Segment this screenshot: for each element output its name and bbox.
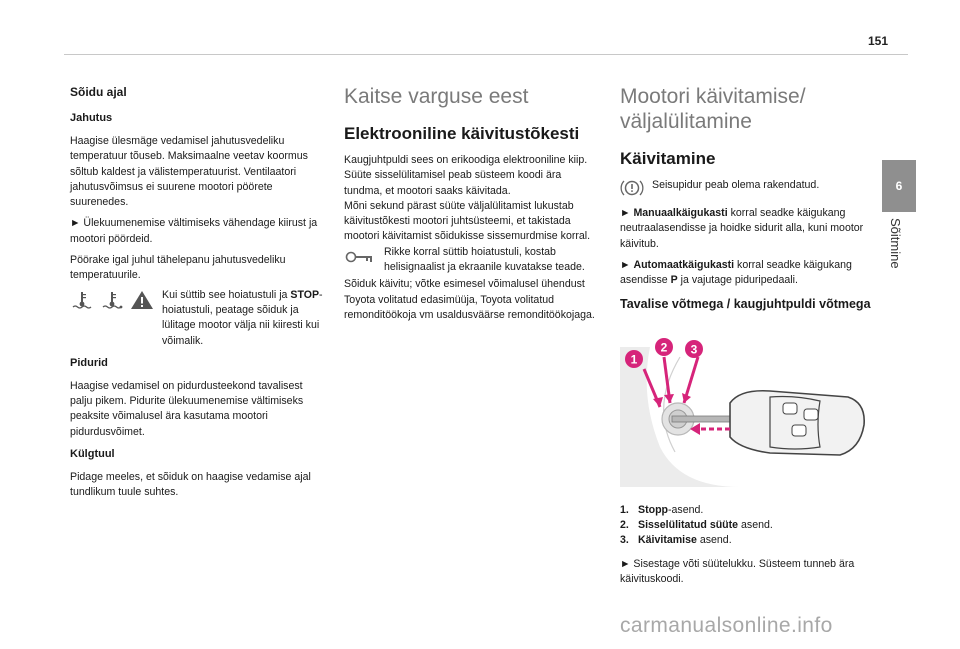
automatic-gearbox-instruction [620, 258, 876, 289]
chapter-tab[interactable] [882, 160, 916, 212]
top-rule [64, 54, 908, 55]
heading-starting: Käivitamine [620, 149, 716, 168]
ignition-key-illustration [620, 337, 876, 487]
heading-sidewind: Külgtuul [70, 448, 115, 461]
list-number: 2. [620, 519, 629, 532]
immobiliser-warning-text: Rikke korral süttib hoiatustuli, kostab helisignaalist ja ekraanile kuvatakse teade. [384, 245, 585, 274]
heading-driving: Sõidu ajal [70, 85, 127, 99]
notice-icon [620, 178, 644, 198]
coolant-warning [70, 288, 324, 349]
manual-gearbox-label: Manuaalkäigukasti [633, 207, 728, 219]
cooling-para2: Pöörake igal juhul tähelepanu jahutusvedeliku temperatuurile. [70, 254, 286, 282]
chapter-title: Sõitmine [888, 218, 903, 269]
column-driving [70, 84, 324, 507]
ignition-positions-list [620, 503, 876, 549]
list-item [620, 533, 876, 548]
stop-warning-triangle-icon [130, 290, 154, 310]
heading-brakes: Pidurid [70, 356, 108, 369]
cooling-bullet1: ► Ülekuumenemise vältimiseks vähendage kiirust ja mootori pöördeid. [70, 217, 318, 245]
callout-3 [685, 340, 703, 358]
heading-cooling: Jahutus [70, 112, 113, 124]
list-item [620, 518, 876, 533]
coolant-temperature-icon [70, 290, 94, 310]
immobiliser-warning [344, 245, 600, 276]
immobiliser-para1: Kaugjuhtpuldi sees on erikoodiga elektrooniline kiip. Süüte sisselülitamisel peab süsteem koodi ära tundma, et mootori saaks käivitada. [344, 154, 588, 197]
list-number: 1. [620, 503, 629, 516]
sidewind-para: Pidage meeles, et sõiduk on haagise vedamise ajal tundlikum tuule suhtes. [70, 471, 311, 499]
warn-text-part1: Kui süttib see hoiatustuli ja [162, 288, 291, 301]
immobiliser-para2: Mõni sekund pärast süüte väljalülitamist lukustab käivitustõkesti mootori juhtsüsteemi, et takistada mootori käivitamist sõidukisse sissemurdmise korral. [344, 199, 591, 243]
list-item-text: asend. [738, 519, 773, 532]
warning-icons [70, 288, 154, 310]
list-item-text: -asend. [668, 503, 704, 516]
svg-text:2: 2 [660, 340, 668, 355]
coolant-warning-text [162, 288, 324, 349]
callout-1 [625, 350, 643, 368]
heading-key-types: Tavalise võtmega / kaugjuhtpuldi võtmega [620, 297, 871, 312]
column-theft-protection [344, 84, 600, 329]
park-position-label: P [670, 274, 678, 287]
bullet-arrow: ► [620, 207, 634, 219]
heading-immobiliser: Elektrooniline käivitustõkesti [344, 124, 580, 143]
insert-key-instruction: ► Sisestage võti süütelukku. Süsteem tunneb ära käivituskoodi. [620, 557, 855, 585]
bullet-arrow: ► [620, 258, 634, 271]
list-item-bold: Käivitamise [638, 534, 697, 547]
heading-engine-start-stop: Mootori käivitamise/ väljalülitamine [620, 85, 806, 133]
chapter-number: 6 [895, 179, 903, 193]
immobiliser-para3: Sõiduk käivitu; võtke esimesel võimalusel ühendust Toyota volitatud edasimüüja, Toyota volitatud remonditöökoja vm usaldusväärse remonditöökojaga. [344, 278, 595, 321]
list-item-bold: Stopp [638, 503, 669, 516]
key-warning-icon [344, 249, 376, 265]
cooling-para1: Haagise ülesmäge vedamisel jahutusvedeliku temperatuur tõuseb. Maksimaalne veetav koormus sõltub kaldest ja välistemperatuurist. Ventilaatori jahutusvõimsus ei suurene mootori pöörete suurenedes. [70, 135, 308, 209]
automatic-gearbox-text2: ja vajutage piduripedaali. [677, 274, 798, 287]
callout-2 [655, 338, 673, 356]
heading-theft-protection: Kaitse varguse eest [344, 85, 529, 108]
coolant-temperature-high-icon [100, 290, 124, 310]
watermark: carmanualsonline.info [620, 614, 833, 637]
manual-gearbox-instruction [620, 206, 876, 252]
list-item-bold: Sisselülitatud süüte [638, 519, 739, 532]
automatic-gearbox-text1: korral seadke käigukang asendisse [620, 258, 852, 287]
warn-text-part2: -hoiatustuli, peatage sõiduk ja lülitage mootor välja nii kiiresti kui võimalik. [162, 288, 323, 347]
parking-brake-notice-text: Seisupidur peab olema rakendatud. [652, 179, 820, 191]
brakes-para: Haagise vedamisel on pidurdusteekond tavalisest palju pikem. Pidurite ülekuumenemise vältimiseks peaksite võimalusel ära kasutama mootori pidurdusvõimet. [70, 379, 304, 438]
list-number: 3. [620, 534, 629, 547]
svg-text:3: 3 [690, 342, 698, 357]
automatic-gearbox-label: Automaatkäigukasti [633, 258, 735, 271]
list-item-text: asend. [696, 534, 732, 547]
page-number: 151 [868, 34, 889, 48]
svg-text:1: 1 [630, 352, 638, 367]
parking-brake-notice [620, 178, 876, 198]
warn-text-stop: STOP [290, 288, 320, 301]
manual-gearbox-text: korral seadke käigukang neutraalasendisse ja hoidke sidurit alla, kuni mootor käivitub. [620, 207, 864, 250]
column-engine-start [620, 84, 876, 593]
list-item [620, 503, 876, 518]
